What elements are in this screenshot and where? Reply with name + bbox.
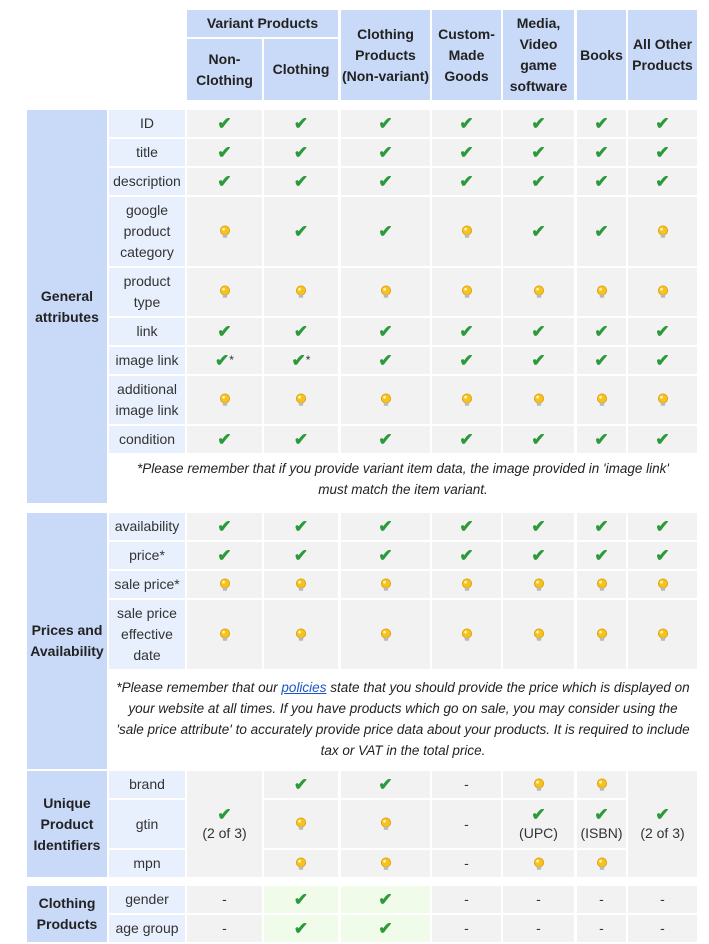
checkmark-icon: ✔ bbox=[594, 804, 609, 824]
lightbulb-icon bbox=[219, 225, 231, 239]
checkmark-icon: ✔ bbox=[217, 172, 232, 191]
clothing-cell bbox=[628, 915, 697, 942]
general-note: *Please remember that if you provide variant item data, the image provided in 'image link' must match the item variant. bbox=[109, 456, 697, 502]
checkmark-icon: ✔ bbox=[459, 114, 474, 133]
prices-cell bbox=[577, 600, 626, 669]
clothing-cell bbox=[341, 886, 430, 913]
lightbulb-icon bbox=[380, 817, 392, 831]
prices-cell bbox=[628, 571, 697, 598]
general-row-label: description bbox=[109, 168, 185, 195]
lightbulb-icon bbox=[596, 778, 608, 792]
lightbulb-icon bbox=[219, 393, 231, 407]
checkmark-icon: ✔ bbox=[378, 172, 393, 191]
lightbulb-icon bbox=[657, 225, 669, 239]
prices-row-label: price* bbox=[109, 542, 185, 569]
clothing-cell bbox=[577, 886, 626, 913]
general-cell bbox=[341, 347, 430, 374]
general-cell bbox=[503, 426, 574, 453]
checkmark-icon: ✔ bbox=[217, 804, 232, 824]
upc-text: (UPC) bbox=[519, 824, 558, 841]
lightbulb-icon bbox=[461, 225, 473, 239]
clothing-row-label: gender bbox=[109, 886, 185, 913]
prices-note bbox=[109, 671, 697, 767]
general-cell bbox=[628, 268, 697, 316]
lightbulb-icon bbox=[219, 578, 231, 592]
general-cell bbox=[628, 318, 697, 345]
clothing-cell bbox=[628, 886, 697, 913]
general-cell bbox=[628, 376, 697, 424]
lightbulb-icon bbox=[533, 857, 545, 871]
general-cell bbox=[187, 318, 262, 345]
dash-mark: - bbox=[464, 920, 469, 936]
checkmark-icon: ✔ bbox=[293, 546, 309, 565]
clothing-cell bbox=[432, 886, 501, 913]
lightbulb-icon bbox=[596, 857, 608, 871]
general-cell bbox=[341, 168, 430, 195]
general-cell bbox=[503, 110, 574, 137]
lightbulb-icon bbox=[295, 285, 307, 299]
checkmark-icon: ✔ bbox=[293, 890, 309, 909]
general-cell bbox=[577, 139, 626, 166]
checkmark-icon: ✔ bbox=[594, 114, 609, 133]
dash-mark: - bbox=[599, 891, 604, 907]
lightbulb-icon bbox=[295, 393, 307, 407]
clothing-cell bbox=[503, 915, 574, 942]
dash-mark: - bbox=[660, 920, 665, 936]
checkmark-icon: ✔ bbox=[293, 919, 309, 938]
checkmark-icon: ✔ bbox=[655, 430, 670, 449]
checkmark-icon: ✔ bbox=[531, 517, 546, 536]
unique-cell bbox=[577, 771, 626, 798]
header-col-media: Media, Video game software bbox=[503, 10, 574, 100]
lightbulb-icon bbox=[533, 393, 545, 407]
general-cell bbox=[264, 168, 338, 195]
checkmark-icon: ✔ bbox=[594, 517, 609, 536]
lightbulb-icon bbox=[533, 628, 545, 642]
prices-cell bbox=[264, 513, 338, 540]
general-row-label: additional image link bbox=[109, 376, 185, 424]
dash-mark: - bbox=[464, 891, 469, 907]
general-cell bbox=[264, 268, 338, 316]
general-cell bbox=[628, 139, 697, 166]
general-cell bbox=[187, 168, 262, 195]
unique-cell bbox=[432, 850, 501, 877]
general-cell bbox=[187, 139, 262, 166]
lightbulb-icon bbox=[219, 628, 231, 642]
dash-mark: - bbox=[464, 776, 469, 792]
general-cell bbox=[341, 376, 430, 424]
checkmark-icon: ✔ bbox=[459, 546, 474, 565]
lightbulb-icon bbox=[657, 578, 669, 592]
prices-cell bbox=[187, 600, 262, 669]
lightbulb-icon bbox=[461, 393, 473, 407]
checkmark-icon: ✔ bbox=[378, 222, 393, 241]
prices-cell bbox=[432, 571, 501, 598]
section-prices-title: Prices and Availability bbox=[27, 513, 107, 769]
general-cell bbox=[577, 318, 626, 345]
general-cell bbox=[187, 426, 262, 453]
checkmark-icon: ✔ bbox=[217, 430, 232, 449]
general-cell bbox=[503, 139, 574, 166]
general-cell bbox=[187, 110, 262, 137]
checkmark-icon: ✔ bbox=[594, 222, 609, 241]
checkmark-icon: ✔ bbox=[459, 143, 474, 162]
prices-cell bbox=[503, 513, 574, 540]
checkmark-icon: ✔ bbox=[293, 775, 309, 794]
prices-row-label: sale price effective date bbox=[109, 600, 185, 669]
general-cell bbox=[341, 318, 430, 345]
checkmark-icon: ✔ bbox=[531, 430, 546, 449]
prices-cell bbox=[341, 542, 430, 569]
checkmark-icon: ✔ bbox=[594, 430, 609, 449]
unique-cell bbox=[341, 800, 430, 848]
prices-cell bbox=[187, 542, 262, 569]
dash-mark: - bbox=[464, 815, 469, 832]
unique-cell bbox=[264, 850, 338, 877]
general-cell bbox=[577, 268, 626, 316]
general-cell bbox=[577, 376, 626, 424]
checkmark-icon: ✔ bbox=[531, 114, 546, 133]
section-general-title: General attributes bbox=[27, 110, 107, 503]
general-cell bbox=[264, 197, 338, 266]
lightbulb-icon bbox=[295, 857, 307, 871]
general-cell bbox=[432, 268, 501, 316]
checkmark-icon: ✔ bbox=[459, 430, 474, 449]
header-col-clothing-nonvariant: Clothing Products (Non-variant) bbox=[341, 10, 430, 100]
lightbulb-icon bbox=[596, 285, 608, 299]
checkmark-icon: ✔ bbox=[291, 351, 306, 370]
header-col-non-clothing: Non-Clothing bbox=[187, 39, 262, 100]
checkmark-icon: ✔ bbox=[378, 114, 393, 133]
prices-cell bbox=[187, 571, 262, 598]
prices-cell bbox=[341, 513, 430, 540]
checkmark-icon: ✔ bbox=[217, 114, 232, 133]
general-cell bbox=[341, 139, 430, 166]
footnote-star: * bbox=[305, 353, 311, 367]
prices-row-label: availability bbox=[109, 513, 185, 540]
general-cell bbox=[432, 168, 501, 195]
prices-cell bbox=[577, 542, 626, 569]
clothing-cell bbox=[432, 915, 501, 942]
checkmark-icon: ✔ bbox=[531, 172, 546, 191]
checkmark-icon: ✔ bbox=[215, 351, 230, 370]
prices-cell bbox=[628, 542, 697, 569]
general-cell bbox=[577, 110, 626, 137]
unique-noncloth-merged bbox=[187, 771, 262, 877]
general-row-label: product type bbox=[109, 268, 185, 316]
checkmark-icon: ✔ bbox=[459, 517, 474, 536]
checkmark-icon: ✔ bbox=[531, 546, 546, 565]
general-cell bbox=[628, 168, 697, 195]
clothing-cell bbox=[187, 915, 262, 942]
unique-row-label: brand bbox=[109, 771, 185, 798]
header-group-variant-products: Variant Products bbox=[187, 10, 338, 37]
general-cell bbox=[577, 426, 626, 453]
general-cell bbox=[341, 268, 430, 316]
lightbulb-icon bbox=[596, 578, 608, 592]
general-cell bbox=[628, 197, 697, 266]
prices-cell bbox=[264, 542, 338, 569]
lightbulb-icon bbox=[219, 285, 231, 299]
two-of-three-text: (2 of 3) bbox=[202, 824, 247, 841]
checkmark-icon: ✔ bbox=[293, 222, 309, 241]
header-col-clothing: Clothing bbox=[264, 39, 338, 100]
general-row-label: link bbox=[109, 318, 185, 345]
checkmark-icon: ✔ bbox=[459, 322, 474, 341]
general-cell bbox=[264, 347, 338, 374]
section-clothing-title: Clothing Products bbox=[27, 886, 107, 942]
checkmark-icon: ✔ bbox=[655, 546, 670, 565]
checkmark-icon: ✔ bbox=[594, 546, 609, 565]
checkmark-icon: ✔ bbox=[531, 322, 546, 341]
general-cell bbox=[503, 197, 574, 266]
general-cell bbox=[187, 268, 262, 316]
lightbulb-icon bbox=[380, 578, 392, 592]
lightbulb-icon bbox=[461, 578, 473, 592]
clothing-cell bbox=[187, 886, 262, 913]
lightbulb-icon bbox=[533, 578, 545, 592]
dash-mark: - bbox=[536, 891, 541, 907]
checkmark-icon: ✔ bbox=[293, 172, 309, 191]
clothing-cell bbox=[341, 915, 430, 942]
general-row-label: ID bbox=[109, 110, 185, 137]
general-cell bbox=[187, 197, 262, 266]
prices-cell bbox=[264, 600, 338, 669]
lightbulb-icon bbox=[596, 393, 608, 407]
unique-cell bbox=[432, 771, 501, 798]
prices-cell bbox=[503, 542, 574, 569]
unique-cell bbox=[503, 850, 574, 877]
footnote-star: * bbox=[229, 353, 234, 367]
lightbulb-icon bbox=[533, 778, 545, 792]
general-cell bbox=[628, 110, 697, 137]
checkmark-icon: ✔ bbox=[655, 351, 670, 370]
general-cell bbox=[187, 376, 262, 424]
prices-cell bbox=[341, 600, 430, 669]
checkmark-icon: ✔ bbox=[217, 546, 232, 565]
prices-cell bbox=[577, 513, 626, 540]
unique-cell bbox=[264, 771, 338, 798]
unique-cell bbox=[341, 850, 430, 877]
general-cell bbox=[432, 426, 501, 453]
header-col-custom-made: Custom-Made Goods bbox=[432, 10, 501, 100]
general-cell bbox=[432, 110, 501, 137]
dash-mark: - bbox=[599, 920, 604, 936]
lightbulb-icon bbox=[380, 857, 392, 871]
unique-cell bbox=[503, 771, 574, 798]
checkmark-icon: ✔ bbox=[217, 517, 232, 536]
header-col-books: Books bbox=[577, 10, 626, 100]
unique-row-label: mpn bbox=[109, 850, 185, 877]
unique-row-label: gtin bbox=[109, 800, 185, 848]
section-unique-title: Unique Product Identifiers bbox=[27, 771, 107, 877]
prices-cell bbox=[503, 571, 574, 598]
lightbulb-icon bbox=[380, 393, 392, 407]
prices-cell bbox=[432, 513, 501, 540]
prices-cell bbox=[432, 600, 501, 669]
checkmark-icon: ✔ bbox=[531, 222, 546, 241]
checkmark-icon: ✔ bbox=[217, 322, 232, 341]
dash-mark: - bbox=[222, 891, 227, 907]
general-cell bbox=[264, 426, 338, 453]
unique-cell bbox=[577, 800, 626, 848]
dash-mark: - bbox=[222, 920, 227, 936]
lightbulb-icon bbox=[596, 628, 608, 642]
lightbulb-icon bbox=[380, 628, 392, 642]
header-col-all-other: All Other Products bbox=[628, 10, 697, 100]
prices-note-after: state that you should provide the price which is displayed on your website at all times. If you have products which go on sale, you may consider using the 'sale price attribute' to accurately provide price data about your products. It is required to include tax or VAT in the total price. bbox=[116, 680, 690, 758]
checkmark-icon: ✔ bbox=[655, 143, 670, 162]
prices-cell bbox=[187, 513, 262, 540]
checkmark-icon: ✔ bbox=[655, 804, 670, 824]
checkmark-icon: ✔ bbox=[459, 172, 474, 191]
checkmark-icon: ✔ bbox=[378, 546, 393, 565]
dash-mark: - bbox=[660, 891, 665, 907]
clothing-cell bbox=[503, 886, 574, 913]
general-cell bbox=[503, 347, 574, 374]
prices-cell bbox=[341, 571, 430, 598]
prices-cell bbox=[503, 600, 574, 669]
lightbulb-icon bbox=[380, 285, 392, 299]
checkmark-icon: ✔ bbox=[531, 351, 546, 370]
checkmark-icon: ✔ bbox=[378, 517, 393, 536]
general-cell bbox=[187, 347, 262, 374]
general-cell bbox=[432, 197, 501, 266]
prices-note-before: *Please remember that our bbox=[116, 680, 282, 695]
checkmark-icon: ✔ bbox=[378, 430, 393, 449]
general-row-label: title bbox=[109, 139, 185, 166]
prices-cell bbox=[432, 542, 501, 569]
checkmark-icon: ✔ bbox=[594, 351, 609, 370]
policies-link[interactable]: policies bbox=[281, 680, 327, 695]
checkmark-icon: ✔ bbox=[378, 919, 393, 938]
checkmark-icon: ✔ bbox=[293, 517, 309, 536]
unique-allother-merged bbox=[628, 771, 697, 877]
checkmark-icon: ✔ bbox=[655, 114, 670, 133]
isbn-text: (ISBN) bbox=[580, 824, 623, 841]
checkmark-icon: ✔ bbox=[217, 143, 232, 162]
checkmark-icon: ✔ bbox=[378, 143, 393, 162]
prices-cell bbox=[628, 513, 697, 540]
general-cell bbox=[577, 168, 626, 195]
prices-cell bbox=[628, 600, 697, 669]
unique-cell bbox=[264, 800, 338, 848]
checkmark-icon: ✔ bbox=[293, 114, 309, 133]
checkmark-icon: ✔ bbox=[594, 322, 609, 341]
lightbulb-icon bbox=[461, 285, 473, 299]
clothing-cell bbox=[264, 915, 338, 942]
general-cell bbox=[264, 376, 338, 424]
unique-cell bbox=[503, 800, 574, 848]
clothing-cell bbox=[264, 886, 338, 913]
general-cell bbox=[341, 197, 430, 266]
unique-cell bbox=[577, 850, 626, 877]
general-row-label: condition bbox=[109, 426, 185, 453]
general-cell bbox=[432, 139, 501, 166]
dash-mark: - bbox=[464, 855, 469, 871]
general-cell bbox=[628, 426, 697, 453]
general-cell bbox=[432, 347, 501, 374]
checkmark-icon: ✔ bbox=[293, 322, 309, 341]
lightbulb-icon bbox=[461, 628, 473, 642]
general-cell bbox=[577, 197, 626, 266]
checkmark-icon: ✔ bbox=[655, 517, 670, 536]
checkmark-icon: ✔ bbox=[594, 143, 609, 162]
general-cell bbox=[503, 376, 574, 424]
general-row-label: google product category bbox=[109, 197, 185, 266]
checkmark-icon: ✔ bbox=[378, 890, 393, 909]
general-cell bbox=[264, 139, 338, 166]
general-cell bbox=[432, 318, 501, 345]
clothing-cell bbox=[577, 915, 626, 942]
general-cell bbox=[341, 110, 430, 137]
checkmark-icon: ✔ bbox=[378, 322, 393, 341]
general-cell bbox=[341, 426, 430, 453]
unique-cell bbox=[432, 800, 501, 848]
lightbulb-icon bbox=[657, 628, 669, 642]
lightbulb-icon bbox=[657, 285, 669, 299]
general-cell bbox=[577, 347, 626, 374]
prices-cell bbox=[264, 571, 338, 598]
general-cell bbox=[503, 168, 574, 195]
checkmark-icon: ✔ bbox=[293, 430, 309, 449]
unique-cell bbox=[341, 771, 430, 798]
prices-row-label: sale price* bbox=[109, 571, 185, 598]
dash-mark: - bbox=[536, 920, 541, 936]
checkmark-icon: ✔ bbox=[655, 322, 670, 341]
clothing-row-label: age group bbox=[109, 915, 185, 942]
lightbulb-icon bbox=[533, 285, 545, 299]
checkmark-icon: ✔ bbox=[378, 775, 393, 794]
lightbulb-icon bbox=[295, 578, 307, 592]
general-cell bbox=[432, 376, 501, 424]
general-row-label: image link bbox=[109, 347, 185, 374]
general-cell bbox=[503, 268, 574, 316]
checkmark-icon: ✔ bbox=[378, 351, 393, 370]
checkmark-icon: ✔ bbox=[655, 172, 670, 191]
general-cell bbox=[503, 318, 574, 345]
checkmark-icon: ✔ bbox=[594, 172, 609, 191]
checkmark-icon: ✔ bbox=[459, 351, 474, 370]
two-of-three-text: (2 of 3) bbox=[640, 824, 685, 841]
general-cell bbox=[264, 318, 338, 345]
checkmark-icon: ✔ bbox=[293, 143, 309, 162]
lightbulb-icon bbox=[657, 393, 669, 407]
checkmark-icon: ✔ bbox=[531, 804, 546, 824]
lightbulb-icon bbox=[295, 628, 307, 642]
general-cell bbox=[628, 347, 697, 374]
prices-cell bbox=[577, 571, 626, 598]
lightbulb-icon bbox=[295, 817, 307, 831]
checkmark-icon: ✔ bbox=[531, 143, 546, 162]
general-cell bbox=[264, 110, 338, 137]
